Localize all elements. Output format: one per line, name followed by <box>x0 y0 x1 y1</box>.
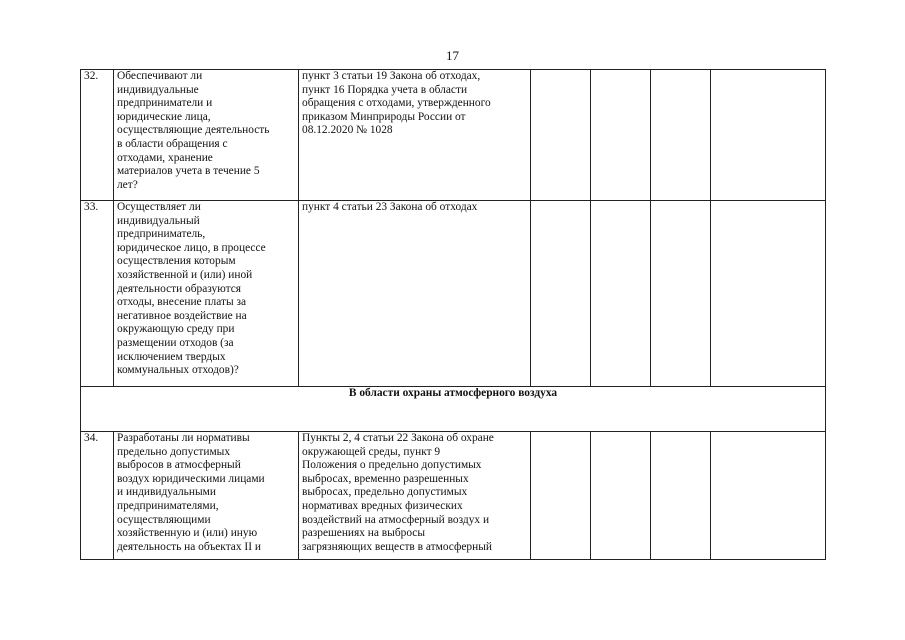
reference-cell-line: нормативах вредных физических <box>302 499 463 512</box>
empty-cell <box>711 432 826 560</box>
question-cell-line: предпринимателями, <box>117 499 219 512</box>
reference-cell <box>299 201 531 387</box>
row-number: 32. <box>81 70 114 201</box>
question-cell-line: осуществления которым <box>117 255 236 268</box>
question-cell-line: отходы, внесение платы за <box>117 296 247 309</box>
question-cell-line: Разработаны ли нормативы <box>117 432 250 444</box>
reference-cell-line: выбросах, временно разрешенных <box>302 472 469 485</box>
empty-cell <box>711 201 826 387</box>
checklist-table <box>80 69 826 560</box>
empty-cell <box>651 432 711 560</box>
table-row <box>81 70 826 201</box>
question-cell-line: Обеспечивают ли <box>117 70 203 82</box>
empty-cell <box>591 432 651 560</box>
empty-cell <box>531 201 591 387</box>
question-cell-line: лет? <box>117 178 138 191</box>
empty-cell <box>591 70 651 201</box>
row-number: 33. <box>81 201 114 387</box>
question-cell-line: материалов учета в течение 5 <box>117 165 260 178</box>
question-cell-line: коммунальных отходов)? <box>117 364 239 377</box>
empty-cell <box>531 70 591 201</box>
reference-cell <box>299 70 531 201</box>
question-cell-line: отходами, хранение <box>117 151 213 164</box>
row-number: 34. <box>81 432 114 560</box>
reference-cell-line: обращения с отходами, утвержденного <box>302 97 491 110</box>
question-cell-line: деятельность на объектах II и <box>117 540 261 553</box>
reference-cell-line: загрязняющих веществ в атмосферный <box>302 540 492 553</box>
reference-cell-line: выбросах, предельно допустимых <box>302 486 468 499</box>
empty-cell <box>651 70 711 201</box>
question-cell-line: деятельности образуются <box>117 282 242 295</box>
question-cell-line: юридические лица, <box>117 110 211 123</box>
question-cell-line: окружающую среду при <box>117 323 235 336</box>
question-cell <box>114 201 299 387</box>
question-cell-line: размещении отходов (за <box>117 336 234 349</box>
reference-cell-line: Положения о предельно допустимых <box>302 459 482 472</box>
reference-cell-line: воздействий на атмосферный воздух и <box>302 513 490 526</box>
question-cell-line: исключением твердых <box>117 350 226 363</box>
section-heading: В области охраны атмосферного воздуха <box>81 387 826 432</box>
question-cell <box>114 70 299 201</box>
question-cell-line: индивидуальный <box>117 214 200 227</box>
table-row <box>81 432 826 560</box>
question-cell-line: Осуществляет ли <box>117 201 201 213</box>
question-cell-line: воздух юридическими лицами <box>117 472 265 485</box>
empty-cell <box>651 201 711 387</box>
reference-cell-line: пункт 4 статьи 23 Закона об отходах <box>302 201 478 213</box>
question-cell-line: хозяйственной и (или) иной <box>117 268 253 281</box>
page-number: 17 <box>446 48 459 63</box>
question-cell-line: негативное воздействие на <box>117 309 247 322</box>
question-cell-line: и индивидуальными <box>117 486 216 499</box>
question-cell-line: выбросов в атмосферный <box>117 459 241 472</box>
empty-cell <box>531 432 591 560</box>
question-cell-line: в области обращения с <box>117 137 228 150</box>
question-cell-line: предельно допустимых <box>117 445 231 458</box>
empty-cell <box>591 201 651 387</box>
question-cell-line: хозяйственную и (или) иную <box>117 527 258 540</box>
table-row <box>81 201 826 387</box>
reference-cell-line: пункт 16 Порядка учета в области <box>302 83 468 96</box>
reference-cell <box>299 432 531 560</box>
reference-cell-line: разрешениях на выбросы <box>302 527 426 540</box>
question-cell-line: юридическое лицо, в процессе <box>117 241 266 254</box>
reference-cell-line: пункт 3 статьи 19 Закона об отходах, <box>302 70 481 82</box>
question-cell-line: предприниматели и <box>117 97 213 110</box>
question-cell-line: осуществляющими <box>117 513 211 526</box>
empty-cell <box>711 70 826 201</box>
reference-cell-line: Пункты 2, 4 статьи 22 Закона об охране <box>302 432 494 444</box>
section-row <box>81 387 826 432</box>
reference-cell-line: окружающей среды, пункт 9 <box>302 445 441 458</box>
reference-cell-line: 08.12.2020 № 1028 <box>302 124 393 137</box>
question-cell-line: предприниматель, <box>117 228 206 241</box>
question-cell-line: осуществляющие деятельность <box>117 124 270 137</box>
question-cell <box>114 432 299 560</box>
question-cell-line: индивидуальные <box>117 83 199 96</box>
reference-cell-line: приказом Минприроды России от <box>302 110 466 123</box>
